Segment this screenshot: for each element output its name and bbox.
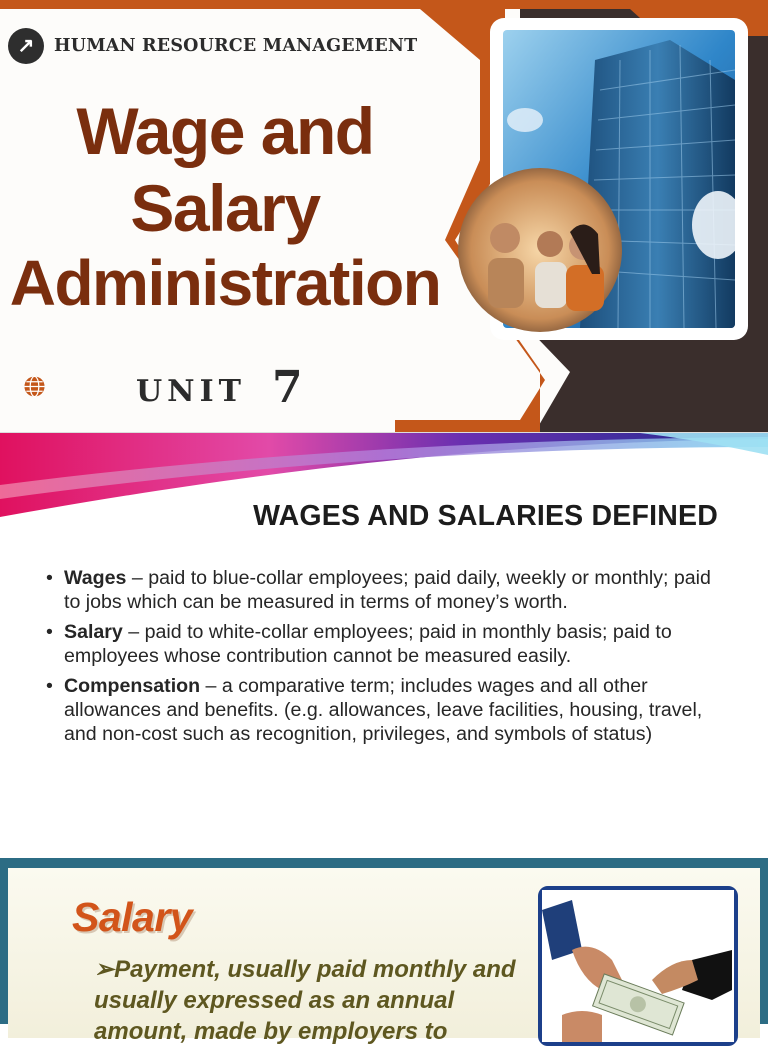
list-item	[46, 621, 718, 668]
term-label: Wages	[64, 567, 127, 589]
definition-list	[46, 567, 718, 753]
slide-title	[0, 0, 768, 432]
slide-content-area	[8, 868, 760, 1045]
globe-icon	[23, 375, 46, 398]
term-label: Compensation	[64, 675, 201, 698]
term-label: Salary	[64, 621, 123, 644]
list-item	[46, 567, 718, 614]
handshake-money-image	[538, 886, 738, 1046]
unit-number: 7	[272, 362, 303, 413]
unit-label: UNIT	[136, 374, 246, 409]
slide-heading: Salary	[72, 894, 193, 940]
slide-title-line-3: Administration	[9, 247, 441, 319]
list-item	[46, 675, 718, 746]
slide-title-line-2: Salary	[130, 171, 320, 245]
slide-definitions	[0, 432, 768, 858]
definition-text: – paid to blue-collar employees; paid daily, weekly or monthly; paid to jobs which can be measured in terms of money’s worth.	[64, 567, 711, 613]
definition-text: – paid to white-collar employees; paid in monthly basis; paid to employees whose contribution cannot be measured easily.	[64, 621, 672, 667]
chart-arrow-logo-icon: ↗	[8, 28, 44, 64]
slide-title-line-1: Wage and	[76, 94, 374, 168]
definition-text: – a comparative term; includes wages and all other allowances and benefits. (e.g. allowances, leave facilities, housing, travel, and non-cost such as recognition, privileges, and symbols of status)	[64, 675, 703, 745]
slide-heading: WAGES AND SALARIES DEFINED	[253, 500, 718, 532]
handshake-money-icon	[542, 890, 734, 1042]
slide-salary	[0, 858, 768, 1045]
bullet-text: ➢Payment, usually paid monthly and usually expressed as an annual amount, made by employers to	[94, 956, 516, 1045]
brand-title: HUMAN RESOURCE MANAGEMENT	[54, 36, 418, 56]
